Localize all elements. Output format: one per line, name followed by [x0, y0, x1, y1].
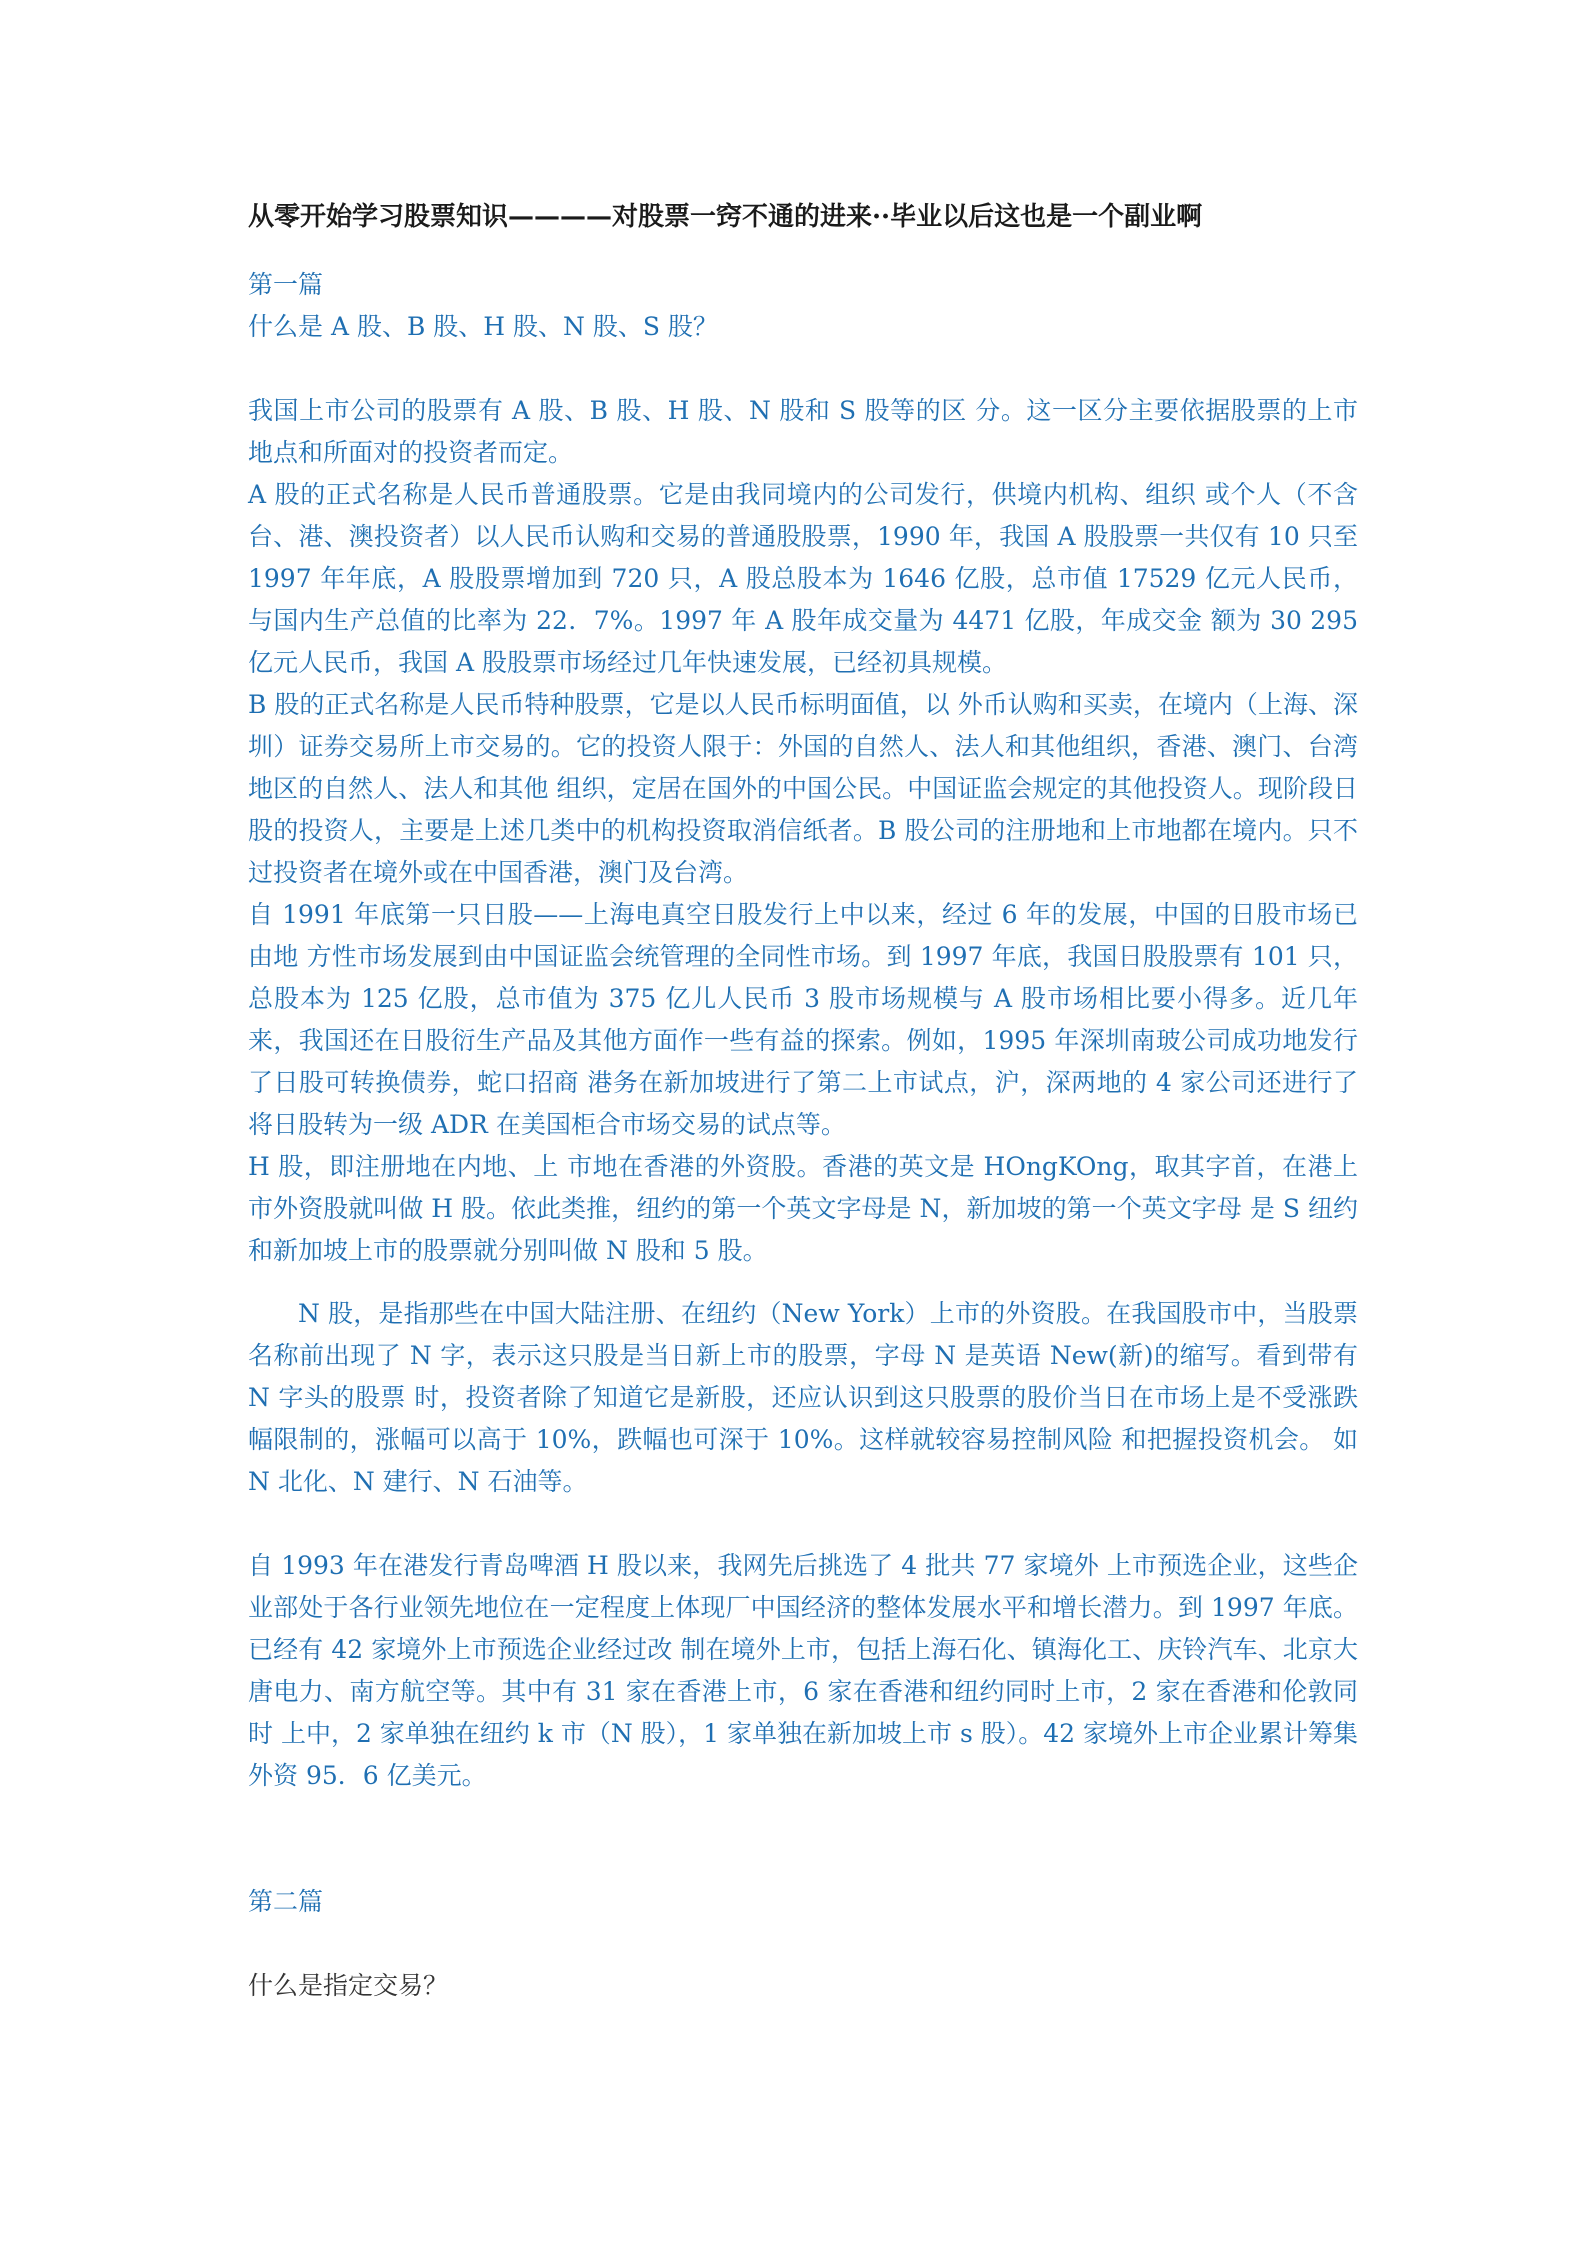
spacer	[248, 1923, 1358, 1965]
paragraph-n-share: N 股，是指那些在中国大陆注册、在纽约（New York）上市的外资股。在我国股市中，当股票名称前出现了 N 字，表示这只股是当日新上市的股票，字母 N 是英语 New(新)的缩写。看到带有 N 字头的股票 时，投资者除了知道它是新股，还应认识到这只股票的股价当日在市场上是不受涨跌幅限制的，涨幅可以高于 10%，跌幅也可深于 10%。这样就较容易控制风险 和把握投资机会。 如 N 北化、N 建行、N 石油等。	[248, 1299, 1358, 1496]
paragraph-overview: 我国上市公司的股票有 A 股、B 股、H 股、N 股和 S 股等的区 分。这一区分主要依据股票的上市地点和所面对的投资者而定。	[248, 396, 1358, 467]
section-1-heading: 第一篇	[248, 270, 324, 299]
spacer	[248, 1272, 1358, 1293]
spacer	[248, 1503, 1358, 1545]
document-title: 从零开始学习股票知识————对股票一窍不通的进来··毕业以后这也是一个副业啊	[248, 202, 1203, 232]
paragraph-h-share-history: 自 1993 年在港发行青岛啤酒 H 股以来，我网先后挑选了 4 批共 77 家境外 上市预选企业，这些企业部处于各行业领先地位在一定程度上体现厂中国经济的整体发展水平和增长潜力。到 1997 年底。已经有 42 家境外上市预选企业经过改 制在境外上市，包括上海石化、镇海化工、庆铃汽车、北京大唐电力、南方航空等。其中有 31 家在香港上市，6 家在香港和纽约同时上市，2 家在香港和伦敦同时 上中，2 家单独在纽约 k 市（N 股），1 家单独在新加坡上市 s 股）。42 家境外上市企业累计筹集外资 95．6 亿美元。	[248, 1551, 1359, 1790]
section-2-heading: 第二篇	[248, 1887, 324, 1916]
spacer	[248, 348, 1358, 390]
spacer	[248, 1797, 1358, 1881]
section-1-question: 什么是 A 股、B 股、H 股、N 股、S 股？	[248, 312, 718, 341]
paragraph-b-share-history: 自 1991 年底第一只日股——上海电真空日股发行上中以来，经过 6 年的发展，中国的日股市场已由地 方性市场发展到由中国证监会统管理的全同性市场。到 1997 年底，我国日股股票有 101 只，总股本为 125 亿股，总市值为 375 亿儿人民币 3 股市场规模与 A 股市场相比要小得多。近几年来，我国还在日股衍生产品及其他方面作一些有益的探索。例如，1995 年深圳南玻公司成功地发行了日股可转换债券，蛇口招商 港务在新加坡进行了第二上市试点，沪，深两地的 4 家公司还进行了将日股转为一级 ADR 在美国柜合市场交易的试点等。	[248, 900, 1358, 1139]
document-page	[248, 196, 1358, 2007]
section-2-question: 什么是指定交易？	[248, 1971, 449, 2000]
paragraph-b-share: B 股的正式名称是人民币特种股票，它是以人民币标明面值，以 外币认购和买卖，在境内（上海、深圳）证券交易所上市交易的。它的投资人限于：外国的自然人、法人和其他组织，香港、澳门、台湾地区的自然人、法人和其他 组织，定居在国外的中国公民。中国证监会规定的其他投资人。现阶段日股的投资人，主要是上述几类中的机构投资取消信纸者。B 股公司的注册地和上市地都在境内。只不 过投资者在境外或在中国香港，澳门及台湾。	[248, 690, 1358, 887]
paragraph-h-share: H 股，即注册地在内地、上 市地在香港的外资股。香港的英文是 HOngKOng，取其字首，在港上市外资股就叫做 H 股。依此类推，纽约的第一个英文字母是 N，新加坡的第一个英文字母 是 S 纽约和新加坡上市的股票就分别叫做 N 股和 5 股。	[248, 1152, 1358, 1265]
paragraph-a-share: A 股的正式名称是人民币普通股票。它是由我同境内的公司发行，供境内机构、组织 或个人（不含台、港、澳投资者）以人民币认购和交易的普通股股票，1990 年，我国 A 股股票一共仅有 10 只至 1997 年年底，A 股股票增加到 720 只，A 股总股本为 1646 亿股，总市值 17529 亿元人民币，与国内生产总值的比率为 22．7%。1997 年 A 股年成交量为 4471 亿股，年成交金 额为 30 295 亿元人民币，我国 A 股股票市场经过几年快速发展，已经初具规模。	[248, 480, 1358, 677]
